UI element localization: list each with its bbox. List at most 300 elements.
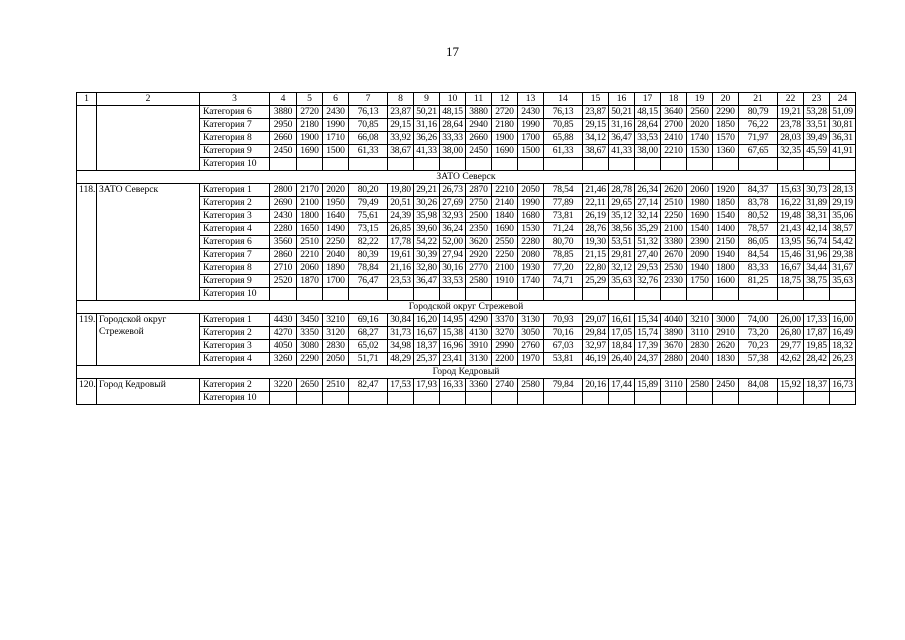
category-label: Категория 2	[200, 379, 270, 392]
category-label: Категория 10	[200, 288, 270, 301]
value-cell: 38,57	[830, 223, 856, 236]
value-cell: 25,29	[583, 275, 609, 288]
value-cell	[635, 158, 661, 171]
value-cell: 16,61	[609, 314, 635, 327]
value-cell: 21,16	[388, 262, 414, 275]
value-cell: 38,67	[583, 145, 609, 158]
table-row	[77, 106, 856, 119]
value-cell: 2950	[270, 119, 297, 132]
value-cell: 36,26	[414, 132, 440, 145]
value-cell	[323, 288, 349, 301]
value-cell: 2330	[661, 275, 687, 288]
value-cell: 2580	[518, 379, 544, 392]
value-cell: 17,33	[804, 314, 830, 327]
value-cell: 31,96	[804, 249, 830, 262]
value-cell: 33,53	[440, 275, 466, 288]
value-cell: 68,27	[349, 327, 388, 340]
value-cell: 28,13	[830, 184, 856, 197]
value-cell: 2450	[466, 145, 492, 158]
value-cell: 3260	[270, 353, 297, 366]
category-label: Категория 2	[200, 327, 270, 340]
value-cell	[544, 158, 583, 171]
value-cell: 3080	[297, 340, 323, 353]
value-cell: 69,16	[349, 314, 388, 327]
value-cell: 36,31	[830, 132, 856, 145]
value-cell: 4040	[661, 314, 687, 327]
value-cell: 26,73	[440, 184, 466, 197]
value-cell: 33,33	[440, 132, 466, 145]
value-cell: 2020	[687, 119, 713, 132]
column-header: 19	[687, 93, 713, 106]
value-cell: 31,89	[804, 197, 830, 210]
value-cell: 2250	[323, 236, 349, 249]
value-cell: 38,00	[440, 145, 466, 158]
value-cell: 2210	[661, 145, 687, 158]
column-header: 4	[270, 93, 297, 106]
value-cell: 2100	[661, 223, 687, 236]
value-cell: 32,80	[414, 262, 440, 275]
value-cell: 1530	[518, 223, 544, 236]
value-cell: 28,42	[804, 353, 830, 366]
value-cell: 52,00	[440, 236, 466, 249]
value-cell: 2710	[270, 262, 297, 275]
value-cell	[349, 288, 388, 301]
value-cell	[609, 392, 635, 405]
value-cell: 1690	[492, 145, 518, 158]
value-cell: 2620	[713, 340, 739, 353]
value-cell: 78,85	[544, 249, 583, 262]
category-label: Категория 9	[200, 275, 270, 288]
column-header: 24	[830, 93, 856, 106]
value-cell	[518, 392, 544, 405]
value-cell: 1690	[492, 223, 518, 236]
value-cell: 3880	[466, 106, 492, 119]
value-cell: 2280	[518, 236, 544, 249]
value-cell: 80,52	[739, 210, 778, 223]
value-cell: 2580	[466, 275, 492, 288]
value-cell: 70,85	[349, 119, 388, 132]
municipality-name: Город Кедровый	[97, 379, 200, 405]
category-label: Категория 6	[200, 106, 270, 119]
value-cell: 3050	[518, 327, 544, 340]
value-cell	[466, 158, 492, 171]
value-cell	[492, 288, 518, 301]
value-cell	[466, 392, 492, 405]
value-cell	[661, 288, 687, 301]
value-cell: 2040	[687, 353, 713, 366]
value-cell: 3360	[466, 379, 492, 392]
value-cell: 1500	[323, 145, 349, 158]
value-cell: 26,00	[778, 314, 804, 327]
value-cell: 21,15	[583, 249, 609, 262]
value-cell: 29,07	[583, 314, 609, 327]
value-cell: 2100	[297, 197, 323, 210]
value-cell: 3890	[661, 327, 687, 340]
value-cell: 19,61	[388, 249, 414, 262]
value-cell: 2660	[270, 132, 297, 145]
column-header: 15	[583, 93, 609, 106]
value-cell: 3640	[661, 106, 687, 119]
column-header: 21	[739, 93, 778, 106]
value-cell: 2760	[518, 340, 544, 353]
value-cell: 3130	[518, 314, 544, 327]
value-cell: 1530	[687, 145, 713, 158]
value-cell: 2410	[661, 132, 687, 145]
table-body	[77, 106, 856, 405]
value-cell	[661, 158, 687, 171]
column-header: 7	[349, 93, 388, 106]
value-cell: 31,73	[388, 327, 414, 340]
value-cell: 30,26	[414, 197, 440, 210]
value-cell: 70,85	[544, 119, 583, 132]
value-cell: 1910	[492, 275, 518, 288]
value-cell: 35,63	[830, 275, 856, 288]
municipality-name: Городской округ Стрежевой	[97, 314, 200, 366]
value-cell: 1920	[713, 184, 739, 197]
value-cell: 2390	[687, 236, 713, 249]
value-cell	[661, 392, 687, 405]
value-cell: 24,37	[635, 353, 661, 366]
value-cell: 15,74	[635, 327, 661, 340]
value-cell: 27,14	[635, 197, 661, 210]
value-cell: 29,65	[609, 197, 635, 210]
value-cell: 30,73	[804, 184, 830, 197]
value-cell	[518, 158, 544, 171]
value-cell: 16,49	[830, 327, 856, 340]
value-cell: 1600	[713, 275, 739, 288]
value-cell: 70,93	[544, 314, 583, 327]
value-cell	[713, 392, 739, 405]
value-cell: 38,31	[804, 210, 830, 223]
row-number: 119.	[77, 314, 97, 366]
value-cell: 3560	[270, 236, 297, 249]
value-cell: 2430	[270, 210, 297, 223]
value-cell	[297, 392, 323, 405]
value-cell: 27,69	[440, 197, 466, 210]
value-cell: 61,33	[544, 145, 583, 158]
value-cell: 2080	[518, 249, 544, 262]
value-cell: 3210	[323, 314, 349, 327]
table-row	[77, 184, 856, 197]
value-cell: 1830	[713, 353, 739, 366]
value-cell: 1850	[713, 119, 739, 132]
value-cell: 4130	[466, 327, 492, 340]
value-cell: 26,23	[830, 353, 856, 366]
value-cell: 29,77	[778, 340, 804, 353]
value-cell: 33,51	[804, 119, 830, 132]
value-cell: 1680	[518, 210, 544, 223]
value-cell: 83,78	[739, 197, 778, 210]
value-cell: 29,53	[635, 262, 661, 275]
column-header: 8	[388, 93, 414, 106]
value-cell: 2200	[492, 353, 518, 366]
value-cell: 22,11	[583, 197, 609, 210]
value-cell: 26,40	[609, 353, 635, 366]
value-cell: 80,20	[349, 184, 388, 197]
value-cell: 31,16	[414, 119, 440, 132]
value-cell	[414, 158, 440, 171]
value-cell: 16,00	[830, 314, 856, 327]
value-cell	[778, 158, 804, 171]
column-header: 13	[518, 93, 544, 106]
value-cell: 16,20	[414, 314, 440, 327]
value-cell: 78,84	[349, 262, 388, 275]
value-cell	[687, 158, 713, 171]
value-cell: 1980	[687, 197, 713, 210]
header-row	[77, 93, 856, 106]
value-cell: 38,56	[609, 223, 635, 236]
value-cell: 2510	[323, 379, 349, 392]
value-cell: 16,67	[778, 262, 804, 275]
value-cell: 2140	[492, 197, 518, 210]
value-cell: 38,75	[804, 275, 830, 288]
value-cell	[778, 288, 804, 301]
value-cell: 3370	[492, 314, 518, 327]
value-cell: 80,79	[739, 106, 778, 119]
value-cell: 51,09	[830, 106, 856, 119]
value-cell: 26,34	[635, 184, 661, 197]
value-cell: 2580	[687, 379, 713, 392]
value-cell	[440, 392, 466, 405]
value-cell: 1400	[713, 223, 739, 236]
column-header: 23	[804, 93, 830, 106]
value-cell: 53,81	[544, 353, 583, 366]
value-cell: 41,33	[414, 145, 440, 158]
value-cell	[583, 392, 609, 405]
value-cell: 73,20	[739, 327, 778, 340]
value-cell: 16,67	[414, 327, 440, 340]
value-cell: 27,94	[440, 249, 466, 262]
value-cell: 2700	[661, 119, 687, 132]
value-cell: 84,37	[739, 184, 778, 197]
value-cell: 39,49	[804, 132, 830, 145]
value-cell	[388, 392, 414, 405]
value-cell: 50,21	[414, 106, 440, 119]
value-cell	[739, 158, 778, 171]
value-cell: 36,47	[609, 132, 635, 145]
value-cell: 79,84	[544, 379, 583, 392]
value-cell	[713, 158, 739, 171]
value-cell	[270, 392, 297, 405]
value-cell	[544, 392, 583, 405]
value-cell: 45,59	[804, 145, 830, 158]
value-cell: 2290	[297, 353, 323, 366]
value-cell: 28,03	[778, 132, 804, 145]
value-cell: 16,73	[830, 379, 856, 392]
value-cell	[440, 158, 466, 171]
value-cell: 70,16	[544, 327, 583, 340]
value-cell: 1800	[713, 262, 739, 275]
value-cell: 53,28	[804, 106, 830, 119]
value-cell: 35,63	[609, 275, 635, 288]
value-cell: 19,80	[388, 184, 414, 197]
value-cell: 41,91	[830, 145, 856, 158]
value-cell: 3450	[297, 314, 323, 327]
value-cell: 23,78	[778, 119, 804, 132]
value-cell: 23,87	[583, 106, 609, 119]
value-cell: 36,47	[414, 275, 440, 288]
value-cell: 1700	[518, 132, 544, 145]
value-cell: 51,32	[635, 236, 661, 249]
value-cell	[349, 158, 388, 171]
value-cell: 2910	[713, 327, 739, 340]
value-cell	[687, 392, 713, 405]
column-header: 3	[200, 93, 270, 106]
table-row	[77, 379, 856, 392]
value-cell: 19,30	[583, 236, 609, 249]
value-cell: 1700	[323, 275, 349, 288]
value-cell: 19,48	[778, 210, 804, 223]
category-label: Категория 7	[200, 249, 270, 262]
value-cell: 42,14	[804, 223, 830, 236]
value-cell: 67,03	[544, 340, 583, 353]
value-cell: 1640	[323, 210, 349, 223]
value-cell: 17,39	[635, 340, 661, 353]
value-cell: 79,49	[349, 197, 388, 210]
value-cell: 1900	[492, 132, 518, 145]
column-header: 11	[466, 93, 492, 106]
category-label: Категория 1	[200, 314, 270, 327]
value-cell: 1360	[713, 145, 739, 158]
value-cell: 74,71	[544, 275, 583, 288]
value-cell	[270, 288, 297, 301]
section-title: Городской округ Стрежевой	[77, 301, 856, 314]
value-cell: 2830	[323, 340, 349, 353]
category-label: Категория 10	[200, 392, 270, 405]
value-cell: 2690	[270, 197, 297, 210]
value-cell: 30,81	[830, 119, 856, 132]
value-cell: 1850	[713, 197, 739, 210]
value-cell: 70,23	[739, 340, 778, 353]
value-cell: 75,61	[349, 210, 388, 223]
value-cell	[687, 288, 713, 301]
value-cell: 1900	[297, 132, 323, 145]
value-cell: 16,33	[440, 379, 466, 392]
row-number: 120.	[77, 379, 97, 405]
value-cell	[804, 392, 830, 405]
value-cell: 48,15	[635, 106, 661, 119]
value-cell: 23,41	[440, 353, 466, 366]
value-cell: 2940	[466, 119, 492, 132]
value-cell: 21,46	[583, 184, 609, 197]
table-row	[77, 314, 856, 327]
value-cell: 61,33	[349, 145, 388, 158]
value-cell: 2050	[323, 353, 349, 366]
value-cell: 1930	[518, 262, 544, 275]
value-cell	[388, 288, 414, 301]
value-cell: 14,95	[440, 314, 466, 327]
value-cell: 26,80	[778, 327, 804, 340]
value-cell: 74,00	[739, 314, 778, 327]
category-label: Категория 2	[200, 197, 270, 210]
value-cell: 1870	[297, 275, 323, 288]
column-header: 14	[544, 93, 583, 106]
value-cell: 2670	[661, 249, 687, 262]
value-cell: 1990	[323, 119, 349, 132]
value-cell	[518, 288, 544, 301]
value-cell: 82,47	[349, 379, 388, 392]
value-cell	[635, 288, 661, 301]
value-cell: 17,87	[804, 327, 830, 340]
value-cell: 3110	[661, 379, 687, 392]
value-cell: 51,71	[349, 353, 388, 366]
value-cell: 2510	[661, 197, 687, 210]
value-cell: 21,43	[778, 223, 804, 236]
value-cell: 2180	[297, 119, 323, 132]
value-cell: 25,37	[414, 353, 440, 366]
value-cell: 76,47	[349, 275, 388, 288]
value-cell: 2750	[466, 197, 492, 210]
value-cell: 2350	[466, 223, 492, 236]
value-cell: 76,13	[349, 106, 388, 119]
value-cell: 17,05	[609, 327, 635, 340]
value-cell: 15,89	[635, 379, 661, 392]
value-cell: 41,33	[609, 145, 635, 158]
value-cell: 1650	[297, 223, 323, 236]
value-cell: 38,00	[635, 145, 661, 158]
value-cell: 2060	[297, 262, 323, 275]
value-cell: 83,33	[739, 262, 778, 275]
value-cell: 20,16	[583, 379, 609, 392]
value-cell: 16,96	[440, 340, 466, 353]
section-title: ЗАТО Северск	[77, 171, 856, 184]
value-cell: 26,85	[388, 223, 414, 236]
value-cell: 15,92	[778, 379, 804, 392]
value-cell: 3130	[466, 353, 492, 366]
value-cell: 32,97	[583, 340, 609, 353]
value-cell	[297, 288, 323, 301]
value-cell: 77,20	[544, 262, 583, 275]
value-cell: 48,29	[388, 353, 414, 366]
value-cell: 3210	[687, 314, 713, 327]
value-cell: 4290	[466, 314, 492, 327]
value-cell	[739, 288, 778, 301]
value-cell: 81,25	[739, 275, 778, 288]
value-cell: 32,14	[635, 210, 661, 223]
value-cell: 2550	[492, 236, 518, 249]
value-cell	[609, 158, 635, 171]
value-cell: 2990	[492, 340, 518, 353]
value-cell: 54,42	[830, 236, 856, 249]
value-cell: 39,60	[414, 223, 440, 236]
value-cell: 18,32	[830, 340, 856, 353]
value-cell: 35,98	[414, 210, 440, 223]
value-cell: 76,13	[544, 106, 583, 119]
value-cell: 17,44	[609, 379, 635, 392]
value-cell: 29,81	[609, 249, 635, 262]
value-cell: 3120	[323, 327, 349, 340]
category-label: Категория 9	[200, 145, 270, 158]
column-header: 1	[77, 93, 97, 106]
category-label: Категория 6	[200, 236, 270, 249]
value-cell: 3880	[270, 106, 297, 119]
value-cell: 3910	[466, 340, 492, 353]
tariff-table	[76, 92, 856, 405]
value-cell: 29,15	[388, 119, 414, 132]
value-cell: 1990	[518, 119, 544, 132]
value-cell: 35,29	[635, 223, 661, 236]
value-cell: 2830	[687, 340, 713, 353]
value-cell: 1690	[687, 210, 713, 223]
section-row	[77, 171, 856, 184]
value-cell: 65,02	[349, 340, 388, 353]
value-cell: 2770	[466, 262, 492, 275]
value-cell: 17,53	[388, 379, 414, 392]
value-cell: 38,67	[388, 145, 414, 158]
value-cell: 67,65	[739, 145, 778, 158]
column-header: 2	[97, 93, 200, 106]
value-cell: 15,34	[635, 314, 661, 327]
